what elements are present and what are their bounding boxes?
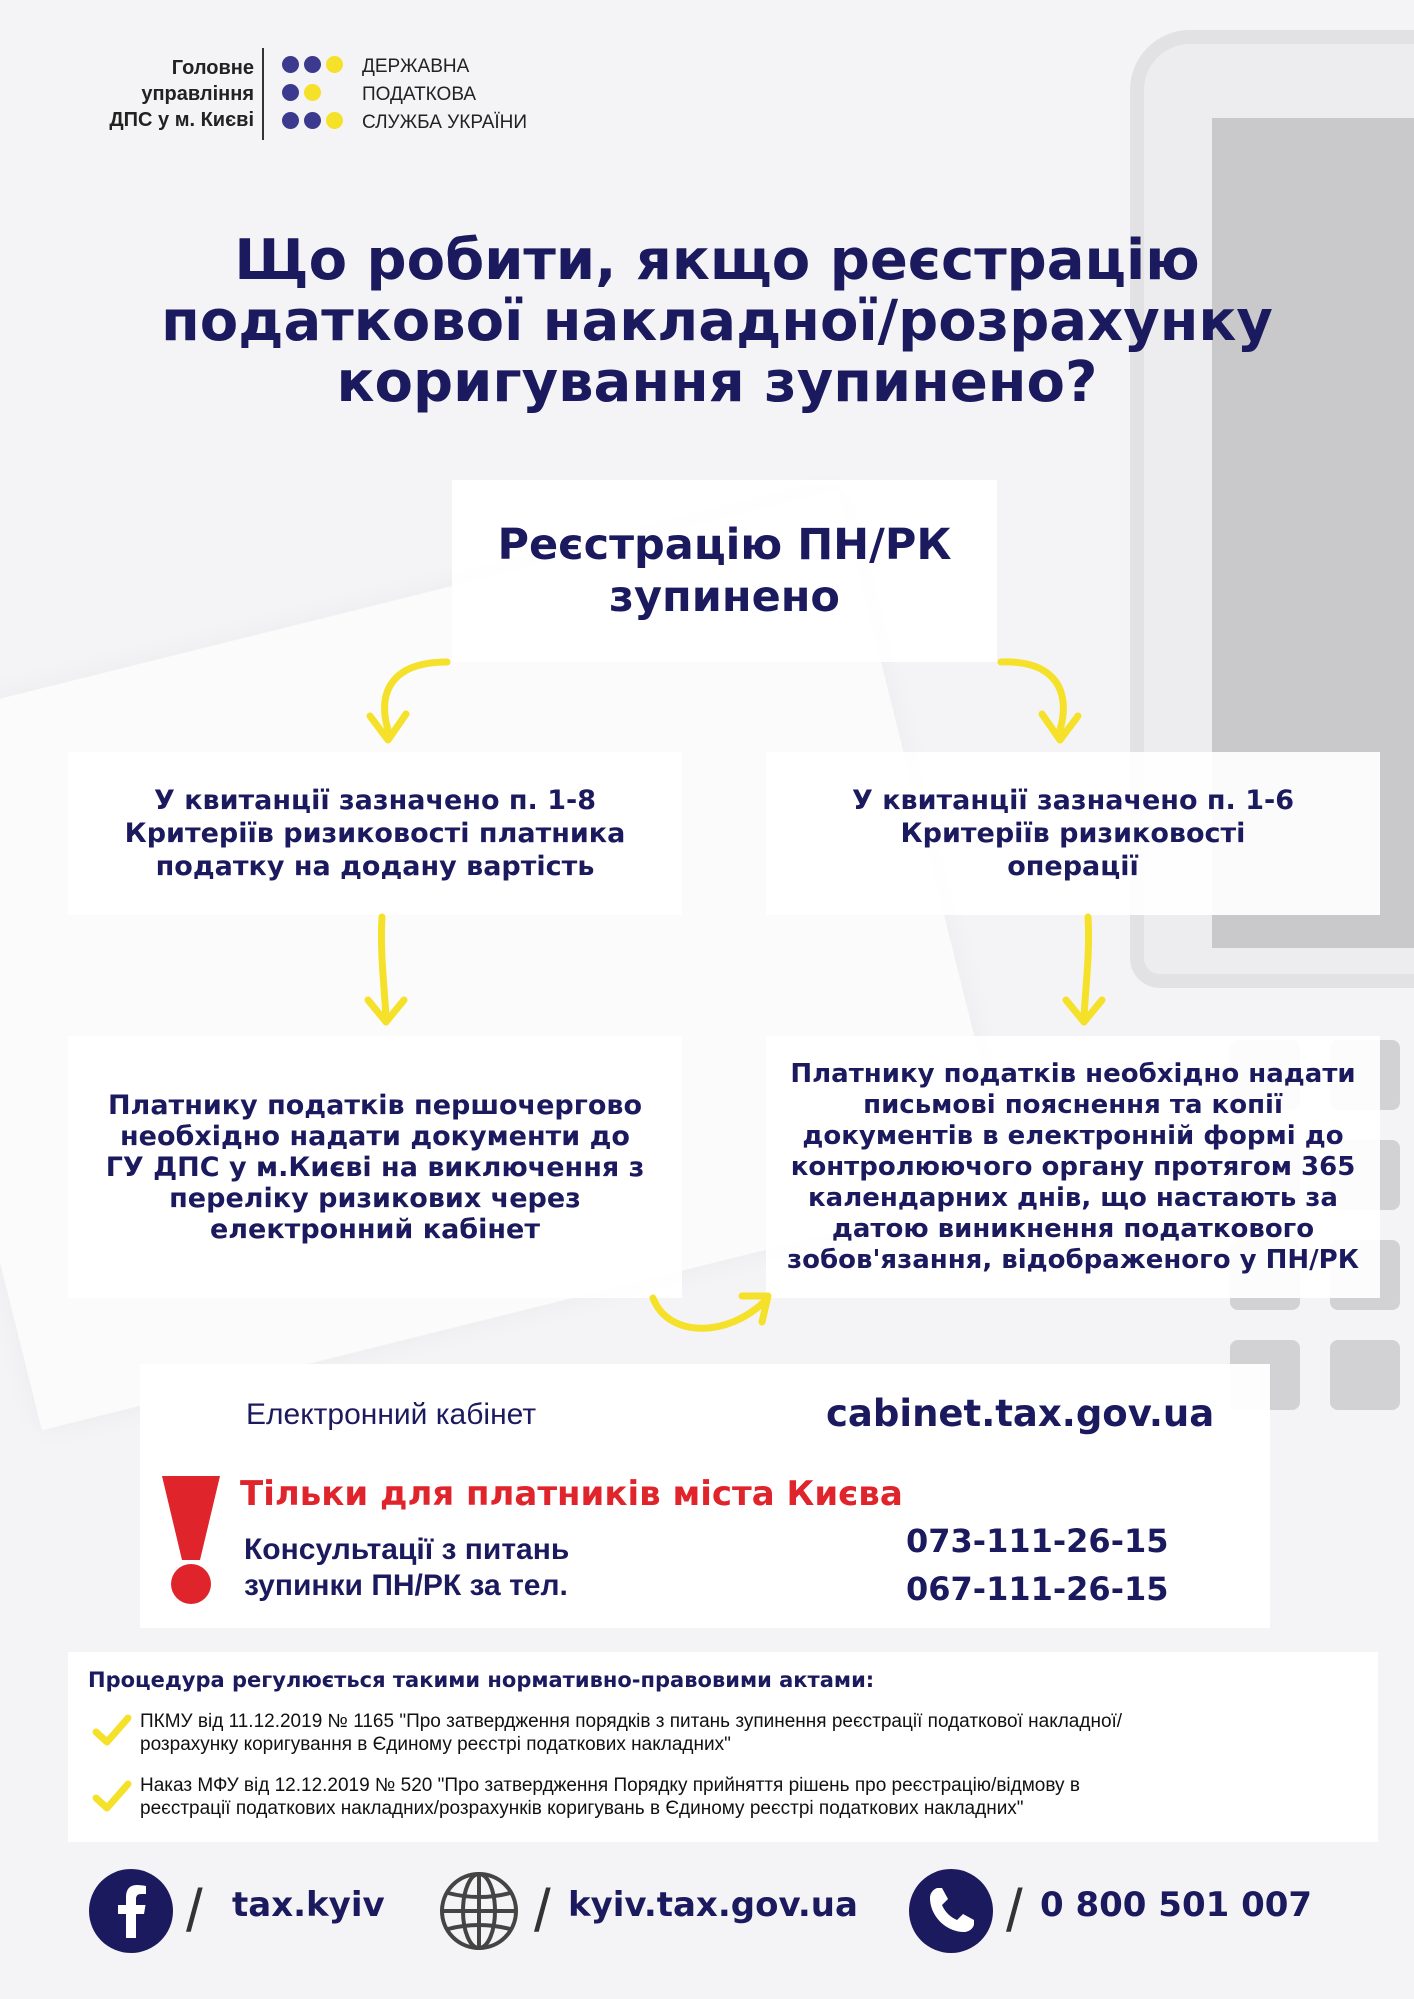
law-item: ПКМУ від 11.12.2019 № 1165 "Про затвердження порядків з питань зупинення реєстрації податкової накладної/ розрахунку коригування в Єдиному реєстрі податкових накладних" (140, 1711, 1123, 1755)
flow-box-taxpayer-criteria: У квитанції зазначено п. 1-8 Критеріїв ризиковості платника податку на додану вартість (68, 752, 682, 915)
website-link[interactable]: kyiv.tax.gov.ua (568, 1885, 858, 1925)
separator-slash: / (534, 1877, 551, 1944)
facebook-handle-link[interactable]: tax.kyiv (232, 1885, 385, 1925)
flow-box-registration-stopped: Реєстрацію ПН/РК зупинено (452, 480, 997, 662)
facebook-icon[interactable] (88, 1868, 174, 1954)
consult-phone-2[interactable]: 067-111-26-15 (906, 1570, 1169, 1608)
arrow-left-down-icon (356, 912, 416, 1032)
org-name-left: Головне управління ДПС у м. Києві (109, 57, 254, 131)
arrow-left-to-right-icon (648, 1278, 778, 1348)
org-name-right: ДЕРЖАВНА ПОДАТКОВА СЛУЖБА УКРАЇНИ (362, 56, 528, 133)
consult-phone-1[interactable]: 073-111-26-15 (906, 1522, 1169, 1560)
arrow-top-to-left-icon (352, 652, 462, 752)
check-icon (92, 1780, 132, 1812)
flow-box-operation-criteria: У квитанції зазначено п. 1-6 Критеріїв ризиковості операції (766, 752, 1380, 915)
tax-service-logo-dots (282, 54, 354, 134)
law-item: Наказ МФУ від 12.12.2019 № 520 "Про затвердження Порядку прийняття рішень про реєстрацію/відмову в реєстрації податкових накладних/розрахунків коригувань в Єдиному реєстрі податкових накладних" (140, 1775, 1080, 1819)
exclamation-icon (156, 1474, 226, 1606)
logo-divider (262, 48, 264, 140)
arrow-right-down-icon (1054, 912, 1114, 1032)
consultation-text: Консультації з питань зупинки ПН/РК за тел. (244, 1533, 570, 1602)
separator-slash: / (1006, 1877, 1023, 1944)
cabinet-label: Електронний кабінет (246, 1398, 537, 1431)
arrow-top-to-right-icon (996, 652, 1106, 752)
cabinet-url-link[interactable]: cabinet.tax.gov.ua (826, 1392, 1215, 1435)
flow-box-submit-documents-exclusion: Платнику податків першочергово необхідно надати документи до ГУ ДПС у м.Києві на виключення з переліку ризикових через електронний кабінет (68, 1036, 682, 1298)
separator-slash: / (186, 1877, 203, 1944)
hotline-number[interactable]: 0 800 501 007 (1040, 1885, 1313, 1925)
laws-heading: Процедура регулюється такими нормативно-правовими актами: (88, 1668, 875, 1692)
check-icon (92, 1714, 132, 1746)
kyiv-only-notice: Тільки для платників міста Києва (240, 1474, 903, 1514)
flow-box-submit-explanations: Платнику податків необхідно надати письмові пояснення та копії документів в електронній формі до контролюючого органу протягом 365 календарних днів, що настають за датою виникнення податкового зобов'язання, відображеного у ПН/РК (766, 1036, 1380, 1298)
page-title: Що робити, якщо реєстрацію податкової накладної/розрахунку коригування зупинено? (161, 228, 1273, 415)
phone-icon[interactable] (908, 1868, 994, 1954)
globe-icon[interactable] (436, 1868, 522, 1954)
